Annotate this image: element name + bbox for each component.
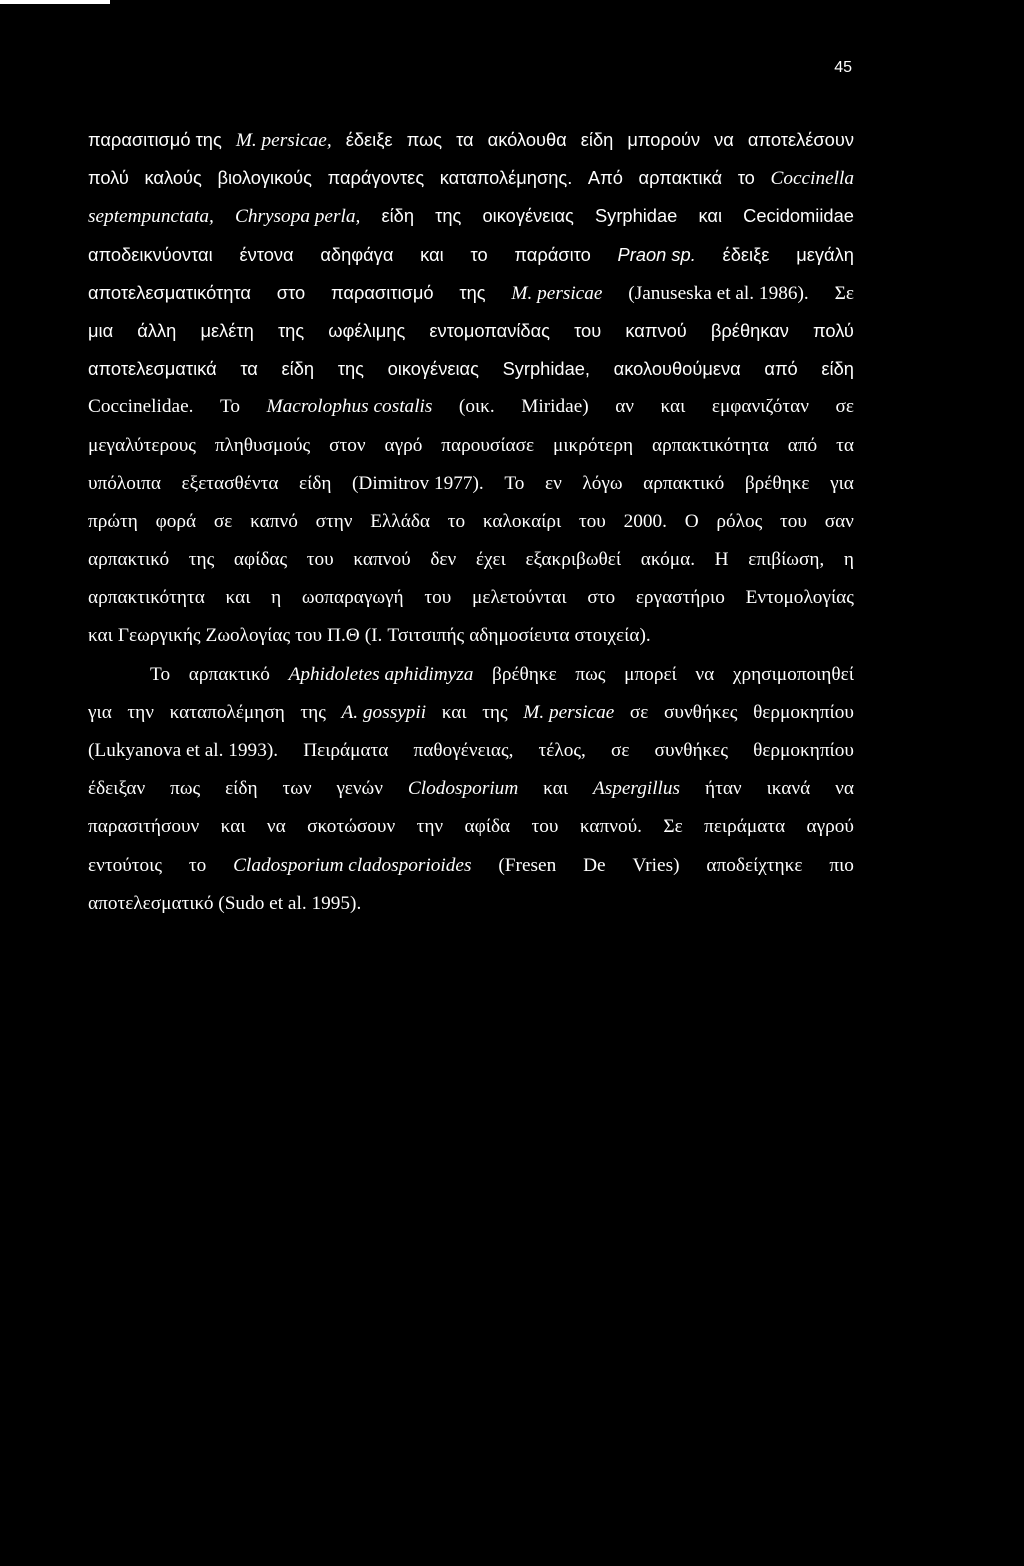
text-segment: Miridae) xyxy=(521,396,589,418)
text-segment: M. persicae, xyxy=(235,130,332,151)
text-segment: και xyxy=(660,396,686,418)
text-segment: ρόλος xyxy=(716,510,763,532)
text-segment: λόγω xyxy=(582,472,623,494)
text-segment: καλούς xyxy=(144,167,202,189)
text-segment: Από xyxy=(587,167,623,189)
text-line xyxy=(88,159,854,197)
text-segment: παρασιτήσουν xyxy=(88,816,200,838)
text-segment: δεν xyxy=(430,549,457,571)
text-segment: και xyxy=(441,701,467,723)
text-line xyxy=(88,732,854,770)
text-segment: αφίδα xyxy=(464,816,511,838)
text-segment: πολύ xyxy=(88,167,129,189)
text-segment: (Ι. xyxy=(364,625,383,647)
text-segment: ωφέλιμης xyxy=(328,319,406,341)
text-segment: καταπολέμησης. xyxy=(439,167,573,189)
text-segment: συνθήκες xyxy=(654,740,728,761)
text-segment: Η xyxy=(714,549,729,571)
text-segment: Το xyxy=(219,396,241,418)
text-line xyxy=(88,427,854,465)
text-segment: A. gossypii xyxy=(341,701,427,723)
text-segment: Chrysopa perla, xyxy=(234,206,361,228)
text-segment: της xyxy=(482,701,508,723)
text-segment: της xyxy=(337,358,364,380)
text-segment: για xyxy=(88,701,112,723)
text-segment: πως xyxy=(406,129,443,150)
text-segment: ακόμα. xyxy=(640,549,696,571)
text-segment: εν xyxy=(544,472,562,494)
text-line xyxy=(88,197,854,235)
text-segment: σε xyxy=(213,510,233,532)
text-line xyxy=(88,885,854,923)
text-segment: πρώτη xyxy=(88,510,138,532)
text-segment: Coccinelidae. xyxy=(88,396,194,418)
text-segment: ικανά xyxy=(766,778,811,800)
text-segment: μια xyxy=(88,319,114,341)
text-segment: εξακριβωθεί xyxy=(525,549,622,571)
text-segment: σκοτώσουν xyxy=(307,816,396,838)
text-segment: Ο xyxy=(684,510,699,532)
text-segment: του xyxy=(306,549,334,571)
text-segment: Macrolophus costalis xyxy=(266,396,433,418)
text-segment: καταπολέμηση xyxy=(169,701,285,723)
text-segment: M. persicae xyxy=(523,701,615,723)
text-segment: βρέθηκαν xyxy=(710,319,789,341)
text-segment: Syrphidae xyxy=(594,205,678,227)
text-segment: στοιχεία). xyxy=(574,625,651,647)
text-segment: καλοκαίρι xyxy=(482,510,562,532)
text-segment: στο xyxy=(276,281,306,303)
text-segment: φορά xyxy=(155,510,197,532)
text-segment: της xyxy=(435,205,462,227)
text-segment: τέλος, xyxy=(538,740,586,761)
text-segment: Το xyxy=(504,472,525,494)
text-segment: μπορεί xyxy=(624,663,677,685)
text-line xyxy=(88,121,854,159)
text-segment: αρπακτικό xyxy=(88,549,170,571)
text-segment: πολύ xyxy=(813,319,854,341)
text-line xyxy=(88,503,854,541)
text-segment: πειράματα xyxy=(704,816,786,838)
text-segment: Ζωολογίας xyxy=(205,625,291,647)
text-segment: και xyxy=(88,625,113,647)
text-segment: του xyxy=(531,816,559,838)
text-segment: αδημοσίευτα xyxy=(469,625,570,647)
text-segment: μικρότερη xyxy=(553,434,634,456)
text-segment: καπνού xyxy=(353,549,411,571)
text-segment: για xyxy=(830,472,854,494)
text-segment: το xyxy=(737,167,755,189)
text-segment: πως xyxy=(575,663,606,685)
text-segment: το xyxy=(188,854,207,876)
text-segment: Cladosporium cladosporioides xyxy=(233,854,472,876)
text-segment: αποδεικνύονται xyxy=(88,243,213,265)
text-segment: αρπακτικά xyxy=(638,167,723,189)
text-segment: βιολογικούς xyxy=(217,167,312,189)
text-segment: και xyxy=(543,778,569,800)
text-segment: septempunctata, xyxy=(88,206,214,228)
text-line xyxy=(88,465,854,503)
text-segment: του xyxy=(574,319,602,341)
text-segment: και xyxy=(420,243,444,265)
text-segment: παθογένειας, xyxy=(413,740,514,761)
text-line xyxy=(88,770,854,808)
text-line xyxy=(88,579,854,617)
text-segment: μελετούνται xyxy=(472,587,567,609)
text-segment: σε xyxy=(835,396,854,418)
text-segment: μεγαλύτερους xyxy=(88,434,196,456)
text-line xyxy=(88,236,854,274)
text-segment: της xyxy=(300,701,326,723)
text-segment: έδειξε xyxy=(722,243,770,265)
text-segment: Ελλάδα xyxy=(370,510,431,532)
text-segment: βρέθηκε xyxy=(492,663,557,685)
text-segment: Πειράματα xyxy=(303,740,389,761)
text-segment: του xyxy=(295,625,323,647)
text-segment: αρπακτικό xyxy=(643,472,725,494)
text-segment: είδη xyxy=(281,358,315,380)
text-segment: της xyxy=(459,281,486,303)
text-segment: Coccinella xyxy=(770,168,854,190)
text-segment: έντονα xyxy=(239,243,294,265)
text-segment: γενών xyxy=(336,778,383,800)
text-segment: στην xyxy=(315,510,353,532)
text-segment: είδη xyxy=(821,358,854,380)
text-segment: Syrphidae, xyxy=(502,358,590,380)
text-segment: θερμοκηπίου xyxy=(753,740,854,761)
text-segment: Το xyxy=(150,663,171,685)
text-segment: (Dimitrov 1977). xyxy=(352,472,484,494)
text-segment: Σε xyxy=(834,282,854,304)
text-segment: ήταν xyxy=(704,778,742,800)
text-segment: παράγοντες xyxy=(327,167,425,189)
text-line xyxy=(88,274,854,312)
text-segment: μελέτη xyxy=(200,319,254,341)
text-segment: έδειξαν xyxy=(88,778,146,800)
text-segment: να xyxy=(714,129,734,150)
text-line xyxy=(88,350,854,388)
text-segment: της xyxy=(277,319,305,341)
text-segment: καπνού xyxy=(625,319,687,341)
text-segment: την xyxy=(127,701,154,723)
text-segment: στον xyxy=(329,434,366,456)
text-segment: αρπακτικότητα xyxy=(88,587,205,609)
text-segment: αρπακτικό xyxy=(188,663,270,685)
text-segment: εργαστήριο xyxy=(635,587,725,609)
text-segment: σε xyxy=(629,701,649,723)
text-segment: από xyxy=(764,358,798,380)
text-segment: να xyxy=(695,663,715,685)
text-line xyxy=(88,388,854,426)
text-segment: οικογένειας xyxy=(387,358,479,380)
text-segment: Τσιτσιπής xyxy=(387,625,465,647)
text-segment: καπνού. xyxy=(579,816,642,838)
text-segment: να xyxy=(266,816,286,838)
text-segment: M. persicae xyxy=(511,282,603,304)
text-segment: ωοπαραγωγή xyxy=(301,587,404,609)
text-segment: αν xyxy=(615,396,635,418)
text-segment: τα xyxy=(240,358,258,380)
text-segment: πληθυσμούς xyxy=(214,434,311,456)
text-segment: τα xyxy=(836,434,854,456)
text-segment: του xyxy=(424,587,452,609)
text-segment: από xyxy=(787,434,818,456)
text-segment: (Fresen xyxy=(498,854,557,876)
text-segment: είδη xyxy=(299,472,332,494)
text-segment: αγρό xyxy=(384,434,423,456)
text-segment: Εντομολογίας xyxy=(745,587,854,609)
text-segment: και xyxy=(225,587,251,609)
text-segment: συνθήκες xyxy=(664,701,738,723)
text-segment: αποδείχτηκε xyxy=(706,854,803,876)
text-segment: Aspergillus xyxy=(592,778,681,800)
text-segment: αφίδας xyxy=(233,549,288,571)
text-segment: της xyxy=(188,549,215,571)
text-segment: αποτελεσματικό (Sudo et al. 1995). xyxy=(88,892,362,914)
text-segment: του xyxy=(578,510,606,532)
text-segment: του xyxy=(780,510,807,532)
text-segment: και xyxy=(220,816,246,838)
text-segment: η xyxy=(843,549,854,571)
text-segment: ακολουθούμενα xyxy=(613,358,741,380)
text-segment: είδη xyxy=(381,205,415,227)
text-segment: είδη xyxy=(580,129,614,150)
text-segment: 2000. xyxy=(623,510,667,532)
text-segment: μπορούν xyxy=(627,129,701,150)
text-segment: Γεωργικής xyxy=(117,625,201,647)
text-segment: πιο xyxy=(829,854,854,876)
text-segment: τα xyxy=(456,129,474,150)
text-segment: αποτελέσουν xyxy=(747,129,854,150)
text-segment: (οικ. xyxy=(458,396,495,418)
text-segment: Praon sp. xyxy=(617,243,696,265)
text-segment: έδειξε xyxy=(345,129,393,150)
text-segment: την xyxy=(416,816,444,838)
text-segment: το xyxy=(470,243,488,265)
top-rule xyxy=(0,0,110,4)
text-segment: εντομοπανίδας xyxy=(429,319,550,341)
text-segment: (Lukyanova et al. 1993). xyxy=(88,740,279,761)
text-segment: παρασιτισμό της xyxy=(88,129,222,150)
text-segment: ακόλουθα xyxy=(487,129,567,150)
text-segment: Π.Θ xyxy=(327,625,360,647)
text-segment: (Januseska et al. 1986). xyxy=(628,282,809,304)
text-segment: να xyxy=(835,778,854,800)
text-segment: άλλη xyxy=(137,319,177,341)
text-segment: παρουσίασε xyxy=(441,434,535,456)
text-segment: πως xyxy=(170,778,201,800)
text-segment: και xyxy=(698,205,723,227)
text-segment: παρασιτισμό xyxy=(331,281,434,303)
text-segment: εντούτοις xyxy=(88,854,162,876)
text-segment: σε xyxy=(610,740,630,761)
text-line xyxy=(88,847,854,885)
text-segment: Cecidomiidae xyxy=(743,205,854,227)
text-segment: σαν xyxy=(824,510,854,532)
text-segment: βρέθηκε xyxy=(744,472,810,494)
text-segment: είδη xyxy=(225,778,258,800)
page-number: 45 xyxy=(834,59,852,76)
text-segment: έχει xyxy=(475,549,506,571)
body-text xyxy=(88,121,854,923)
text-segment: υπόλοιπα xyxy=(88,472,161,494)
text-segment: Σε xyxy=(663,816,683,838)
text-segment: εξετασθέντα xyxy=(181,472,279,494)
text-segment: χρησιμοποιηθεί xyxy=(732,663,854,685)
text-segment: το xyxy=(447,510,466,532)
text-segment: Aphidoletes aphidimyza xyxy=(288,663,474,685)
text-line xyxy=(88,312,854,350)
text-segment: αποτελεσματικότητα xyxy=(88,281,251,303)
text-segment: επιβίωση, xyxy=(748,549,825,571)
text-segment: αδηφάγα xyxy=(320,243,394,265)
text-segment: θερμοκηπίου xyxy=(753,701,854,723)
text-segment: μεγάλη xyxy=(796,243,854,265)
text-segment: Vries) xyxy=(632,854,680,876)
text-line xyxy=(88,808,854,846)
text-line xyxy=(88,617,854,655)
text-segment: καπνό xyxy=(250,510,298,532)
text-segment: De xyxy=(583,854,606,876)
text-segment: αγρού xyxy=(806,816,854,838)
text-segment: στο xyxy=(587,587,616,609)
text-segment: οικογένειας xyxy=(482,205,574,227)
text-line xyxy=(88,541,854,579)
text-segment: αποτελεσματικά xyxy=(88,358,217,380)
text-segment: παράσιτο xyxy=(514,243,591,265)
text-segment: Clodosporium xyxy=(407,778,519,800)
text-line xyxy=(88,656,854,694)
text-segment: των xyxy=(282,778,312,800)
text-line xyxy=(88,694,854,732)
text-segment: εμφανιζόταν xyxy=(711,396,809,418)
text-segment: η xyxy=(271,587,282,609)
text-segment: αρπακτικότητα xyxy=(651,434,769,456)
